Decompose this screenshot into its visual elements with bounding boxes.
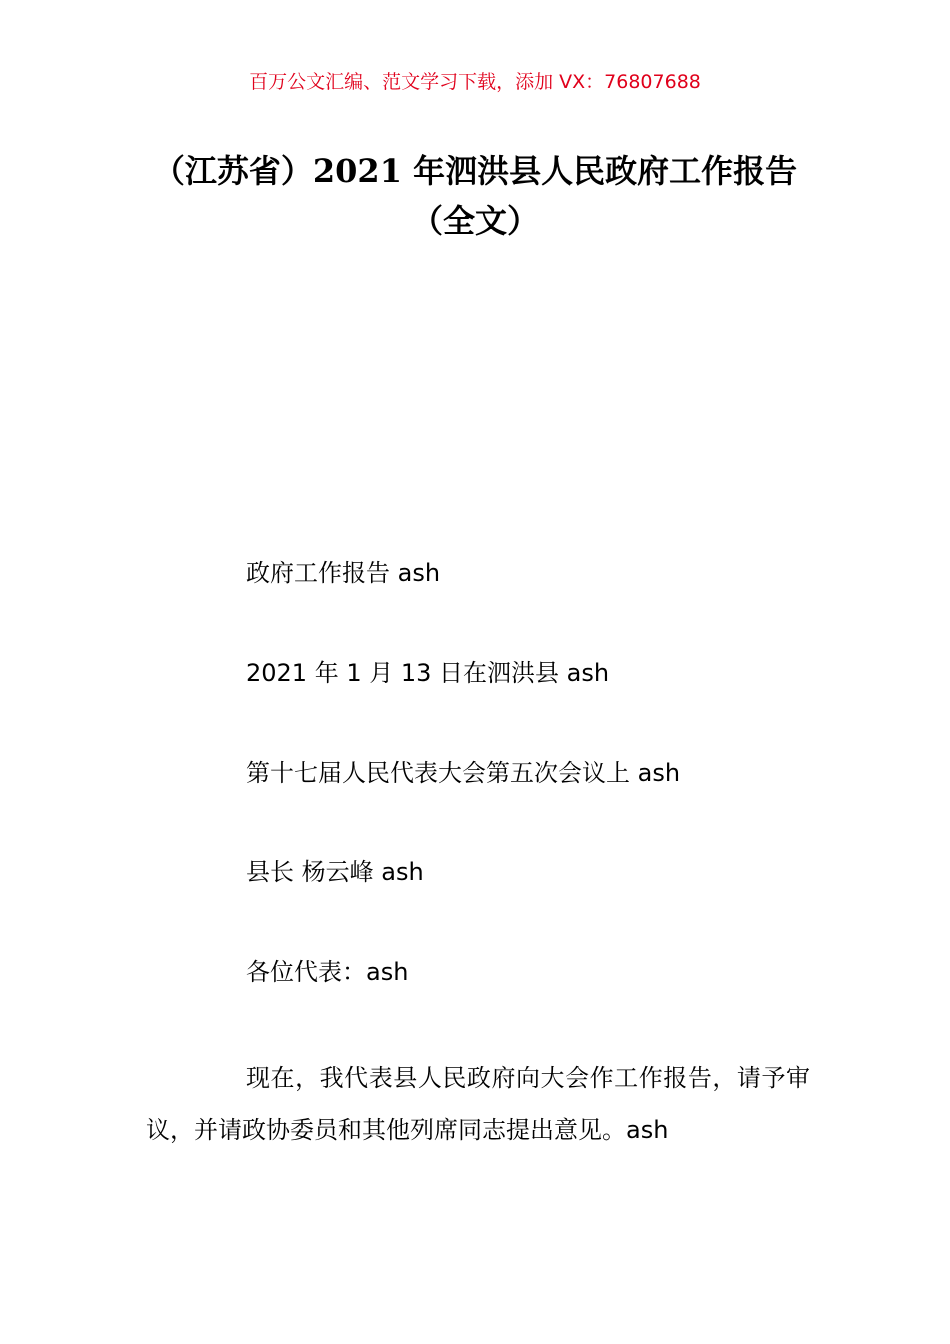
- header-promo-note: 百万公文汇编、范文学习下载，添加 VX：76807688: [249, 71, 701, 93]
- meeting-line: 第十七届人民代表大会第五次会议上 ash: [246, 759, 681, 787]
- document-title: （江苏省）2021 年泗洪县人民政府工作报告（全文）: [152, 152, 798, 240]
- speaker-line: 县长 杨云峰 ash: [246, 858, 424, 886]
- salutation-line: 各位代表：ash: [246, 958, 409, 986]
- opening-paragraph: 现在，我代表县人民政府向大会作工作报告，请予审议，并请政协委员和其他列席同志提出意见。ash: [146, 1064, 810, 1144]
- report-name-line: 政府工作报告 ash: [246, 559, 441, 587]
- date-location-line: 2021 年 1 月 13 日在泗洪县 ash: [246, 659, 610, 687]
